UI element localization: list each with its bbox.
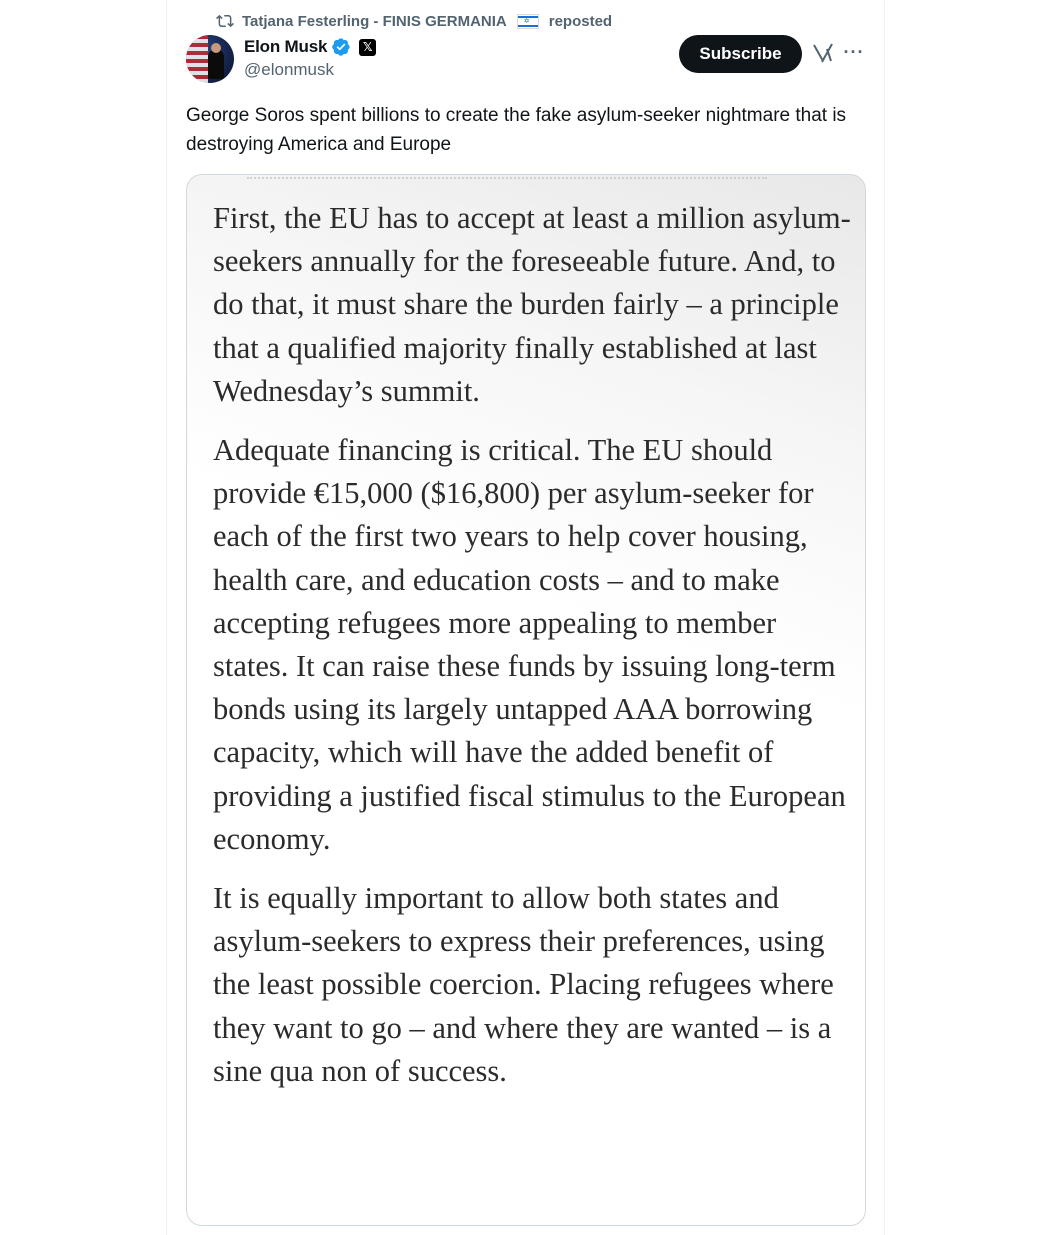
israel-flag-icon: ✡ bbox=[517, 14, 539, 29]
grok-icon[interactable] bbox=[811, 41, 835, 65]
author-name[interactable]: Elon Musk bbox=[244, 37, 328, 56]
repost-suffix: reposted bbox=[548, 12, 613, 30]
verified-badge-icon[interactable] bbox=[331, 37, 351, 57]
author-handle[interactable]: @elonmusk bbox=[244, 60, 335, 79]
repost-icon bbox=[216, 12, 234, 30]
tweet-text: George Soros spent billions to create the fake asylum-seeker nightmare that is destroying America and Europe bbox=[186, 105, 847, 155]
more-icon[interactable]: ··· bbox=[843, 42, 865, 62]
article-paragraph: First, the EU has to accept at least a million asylum-seekers annually for the foreseeable future. And, to do that, it must share the burden fairly – a principle that a qualified majority finally established at last Wednesday’s summit. bbox=[213, 201, 851, 408]
tweet-image[interactable] bbox=[186, 174, 866, 1226]
x-logo-icon[interactable]: 𝕏 bbox=[359, 39, 376, 56]
repost-context[interactable] bbox=[216, 10, 612, 32]
subscribe-button[interactable]: Subscribe bbox=[679, 35, 802, 73]
article-paragraph: Adequate financing is critical. The EU should provide €15,000 ($16,800) per asylum-seeker for each of the first two years to help cover housing, health care, and education costs – and to make accepting refugees more appealing to member states. It can raise these funds by issuing long-term bonds using its largely untapped AAA borrowing capacity, which will have the added benefit of providing a justified fiscal stimulus to the European economy. bbox=[213, 433, 846, 856]
article-paragraph: It is equally important to allow both states and asylum-seekers to express their preferences, using the least possible coercion. Placing refugees where they want to go – and where they are wanted – is a sine qua non of success. bbox=[213, 881, 834, 1088]
article-excerpt bbox=[213, 197, 853, 1109]
avatar[interactable] bbox=[186, 35, 234, 83]
author-block[interactable] bbox=[244, 36, 376, 80]
repost-user[interactable]: Tatjana Festerling - FINIS GERMANIA bbox=[242, 12, 507, 30]
